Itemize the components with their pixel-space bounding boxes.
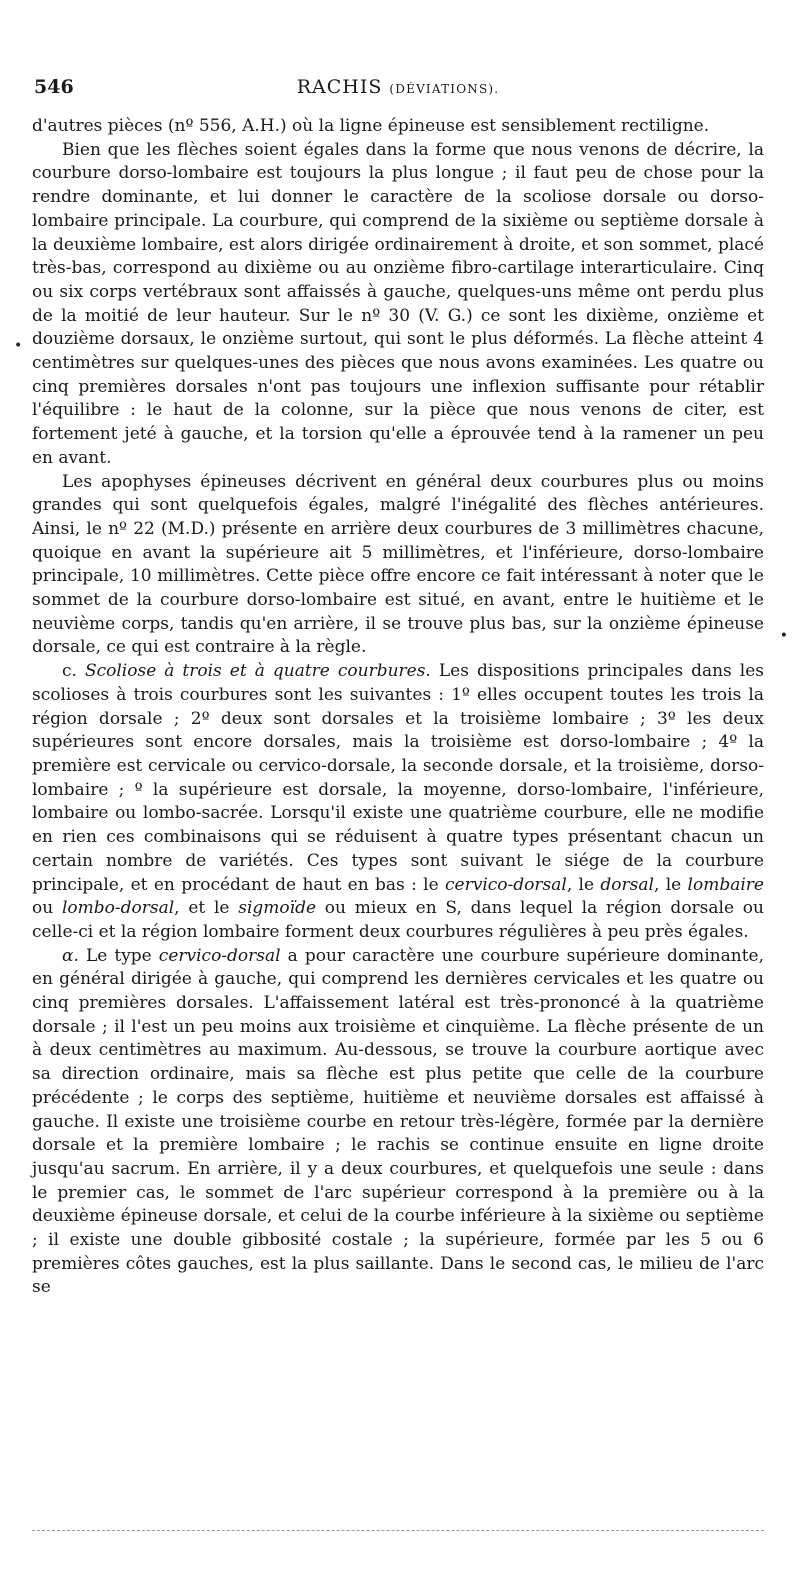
section-c-heading: Scoliose à trois et à quatre courbures. xyxy=(84,661,431,682)
types-sep-3: ou xyxy=(32,898,62,919)
type-sigmoide: sigmoïde xyxy=(238,898,317,919)
type-dorsal: dorsal xyxy=(600,874,654,895)
section-c-label: c. xyxy=(62,661,77,682)
alpha-text: a pour caractère une courbure supérieure dominante, en général dirigée à gauche, qui comprend les dernières cervicales et les quatre ou cinq premières dorsales. L'affaissement latéral est très-prononcé à la quatrième dorsale ; il l'est un peu moins aux troisième et cinquième. La flèche présente de un à deux centimètres au maximum. Au-dessous, se trouve la courbure aortique avec sa direction ordinaire, mais sa flèche est plus petite que celle de la courbure précédente ; le corps des septième, huitième et neuvième dorsales est affaissé à gauche. Il existe une troisième courbe en retour très-légère, formée par la dernière dorsale et la première lombaire ; le rachis se continue ensuite en ligne droite jusqu'au sacrum. En arrière, il y a deux courbures, et quelquefois une seule : dans le premier cas, le sommet de l'arc supérieur correspond à la première ou à la deuxième épineuse dorsale, et celui de la courbe inférieure à la sixième ou septième ; il existe une double gibbosité costale ; la supérieure, formée par les 5 ou 6 premières côtes gauches, est la plus saillante. Dans le second cas, le milieu de l'arc se xyxy=(32,945,765,1298)
paragraph-apophyses: Les apophyses épineuses décrivent en général deux courbures plus ou moins grandes qui sont quelquefois égales, malgré l'inégalité des flèches antérieures. Ainsi, le nº 22 (M.D.) présente en arrière deux courbures de 3 millimètres chacune, quoique en avant la supérieure ait 5 millimètres, et l'inférieure, dorso-lombaire principale, 10 millimètres. Cette pièce offre encore ce fait intéressant à noter que le sommet de la courbure dorso-lombaire est situé, en avant, entre le huitième et le neuvième corps, tandis qu'en arrière, il se trouve plus bas, sur la onzième épineuse dorsale, ce qui est contraire à la règle. xyxy=(32,471,764,658)
running-title-main: RACHIS xyxy=(296,76,383,98)
section-c-text: Les dispositions principales dans les scolioses à trois courbures sont les suivantes : 1º elles occupent toutes les trois la région dorsale ; 2º deux sont dorsales et la troisième lombaire ; 3º les deux supérieures sont encore dorsales, mais la troisième est dorso-lombaire ; 4º la première est cervicale ou cervico-dorsale, la seconde dorsale, et la troisième, dorso-lombaire ; º la supérieure est dorsale, la moyenne, dorso-lombaire, l'inférieure, lombaire ou lombo-sacrée. Lorsqu'il existe une quatrième courbure, elle ne modifie en rien ces combinaisons qui se réduisent à quatre types présentant chacun un certain nombre de variétés. Ces types sont suivant le siége de la courbure principale, et en procédant de haut en bas : le xyxy=(32,661,765,895)
alpha-type-name: cervico-dorsal xyxy=(158,945,281,966)
types-sep-4: , et le xyxy=(174,898,239,919)
margin-dot-left: • xyxy=(14,338,23,354)
paragraph-alpha xyxy=(32,945,764,1301)
page-number: 546 xyxy=(34,76,74,98)
paragraph-fleches: Bien que les flèches soient égales dans la forme que nous venons de décrire, la courbure dorso-lombaire est toujours la plus longue ; il faut peu de chose pour la rendre dominante, et lui donner le caractère de la scoliose dorsale ou dorso-lombaire principale. La courbure, qui comprend de la sixième ou septième dorsale à la deuxième lombaire, est alors dirigée ordinairement à droite, et son sommet, placé très-bas, correspond au dixième ou au onzième fibro-cartilage interarticulaire. Cinq ou six corps vertébraux sont affaissés à gauche, quelques-uns même ont perdu plus de la moitié de leur hauteur. Sur le nº 30 (V. G.) ce sont les dixième, onzième et douzième dorsaux, le onzième surtout, qui sont le plus déformés. La flèche atteint 4 centimètres sur quelques-unes des pièces que nous avons examinées. Les quatre ou cinq premières dorsales n'ont pas toujours une inflexion suffisante pour rétablir l'équilibre : le haut de la colonne, sur la pièce que nous venons de citer, est fortement jeté à gauche, et la torsion qu'elle a éprouvée tend à la ramener un peu en avant. xyxy=(32,139,764,468)
page-body xyxy=(32,115,764,1300)
footer-rule xyxy=(32,1530,764,1531)
type-lombaire: lombaire xyxy=(687,874,764,895)
types-tail: ou mieux en S, dans lequel la région dorsale ou celle-ci et la région lombaire forment deux courbures régulières à peu près égales. xyxy=(32,898,764,942)
types-sep-2: , le xyxy=(653,874,688,895)
alpha-label: α. xyxy=(62,945,79,966)
running-title-sub: (DÉVIATIONS). xyxy=(389,82,500,96)
alpha-intro: Le type xyxy=(85,945,159,966)
paragraph-continuation: d'autres pièces (nº 556, A.H.) où la ligne épineuse est sensiblement rectiligne. xyxy=(32,116,710,136)
margin-dot-right: • xyxy=(779,628,788,644)
page-header xyxy=(32,76,764,106)
type-cervico-dorsal: cervico-dorsal xyxy=(445,874,567,895)
type-lombo-dorsal: lombo-dorsal xyxy=(61,898,175,919)
types-sep-1: , le xyxy=(566,874,601,895)
running-title xyxy=(32,76,764,98)
paragraph-section-c xyxy=(32,660,764,944)
